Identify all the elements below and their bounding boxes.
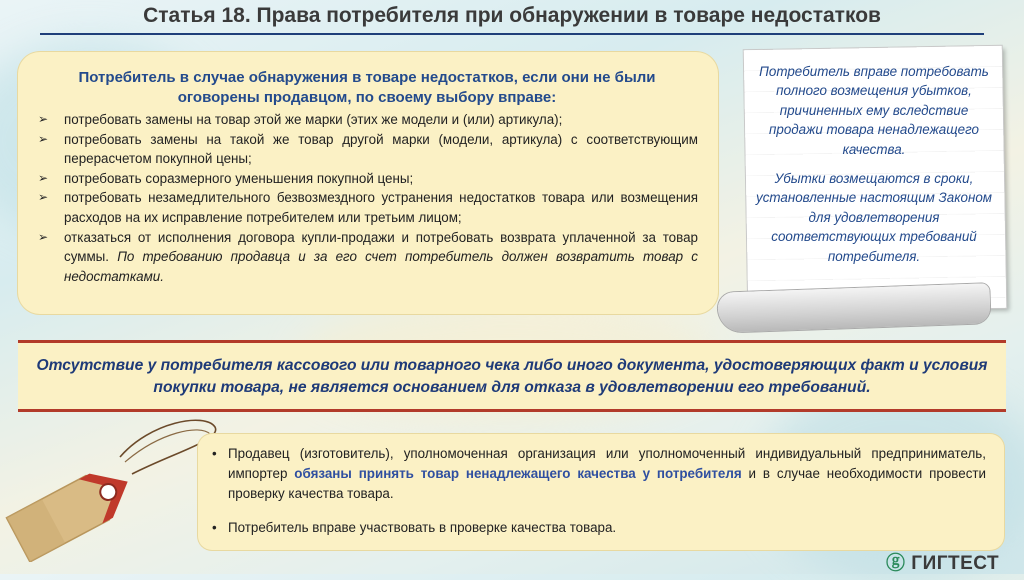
scroll-roll [717,283,990,332]
duty-text-end: и в случае необходимости провести проверку качества товара. [228,466,987,501]
receipt-notice-text: Отсутствие у потребителя кассового или товарного чека либо иного документа, удостоверяющих факт и условия покупки товара, не является основанием для отказа в удовлетворении его требований. [36,357,988,396]
seller-duties-panel [198,434,1004,550]
arrow-bullet-icon: ➢ [38,131,49,146]
duties-list [210,444,986,538]
arrow-bullet-icon: ➢ [38,229,49,244]
inspection-participation-text: Потребитель вправе участвовать в проверке качества товара. [228,520,617,535]
list-item-text: потребовать незамедлительного безвозмездного устранения недостатков товара или возмещения расходов на их исправление потребителем или третьим лицом; [64,190,698,225]
arrow-bullet-icon: ➢ [38,170,49,185]
damages-right-text: Потребитель вправе потребовать полного возмещения убытков, причиненных ему вследствие продажи товара ненадлежащего качества. [759,64,989,157]
list-item [36,188,698,227]
list-item [36,110,698,130]
consumer-rights-panel [18,52,718,314]
price-tag-icon [0,412,230,562]
title-underline [40,33,984,35]
list-item [36,130,698,169]
logo-text: ГИГТЕСТ [911,553,1000,574]
gigtest-logo-icon: ⓖ [886,553,906,574]
arrow-bullet-icon: ➢ [38,190,49,205]
bullet-dot-icon: • [212,520,217,535]
return-note: По требованию продавца и за его счет потребитель должен возвратить товар с недостатками. [64,249,698,284]
list-item [210,444,986,504]
damages-terms-text: Убытки возмещаются в сроки, установленные настоящим Законом для удовлетворения соответствующих требований потребителя. [756,171,992,264]
arrow-bullet-icon: ➢ [38,112,49,126]
page-title: Статья 18. Права потребителя при обнаружении в товаре недостатков [143,4,881,27]
scroll-paper-icon [716,44,1012,334]
rights-list [36,110,698,286]
rights-intro: Потребитель в случае обнаружения в товаре недостатков, если они не были оговорены продавцом, по своему выбору вправе: [78,69,656,106]
list-item-text: потребовать замены на товар этой же марки (этих же модели и (или) артикула); [64,112,563,127]
list-item [36,169,698,189]
receipt-notice-band [18,340,1006,412]
bullet-dot-icon: • [212,446,217,461]
list-item-text: отказаться от исполнения договора купли-продажи и потребовать возврата уплаченной за товар суммы. [64,229,698,265]
duty-highlight: обязаны принять товар ненадлежащего качества у потребителя [294,466,742,481]
list-item-text: потребовать соразмерного уменьшения покупной цены; [64,170,414,186]
list-item-text: потребовать замены на такой же товар другой марки (модели, артикула) с соответствующим перерасчетом покупной цены; [64,131,698,167]
list-item [36,228,698,287]
gigtest-logo [886,548,999,575]
scroll-text [752,62,996,276]
duty-text-start: Продавец (изготовитель), уполномоченная организация или уполномоченный индивидуальный предприниматель, импортер [228,446,986,481]
list-item [210,518,986,538]
